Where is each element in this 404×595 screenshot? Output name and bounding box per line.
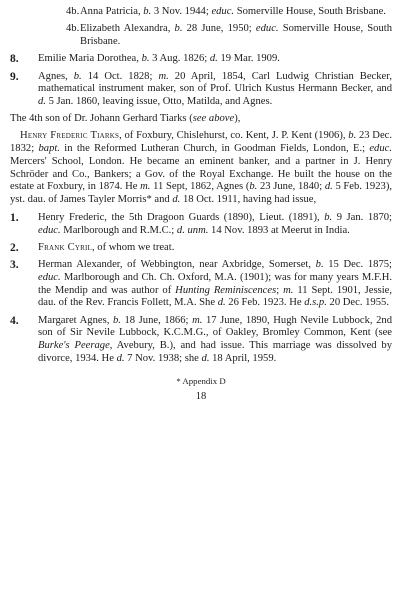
text-run: b. — [141, 53, 150, 65]
text-run: 20 Dec. 1955. — [326, 297, 389, 309]
entry-text — [38, 242, 392, 255]
text-run: m. — [140, 181, 151, 193]
sub-entry — [10, 6, 392, 19]
text-run: , of whom we treat. — [91, 241, 175, 253]
text-run: 17 June, 1890, Hugh Nevile Lubbock, 2nd son of Sir Nevile Lubbock, K.C.M.G., of Oakley, Bromley Common, Kent (see — [38, 314, 393, 339]
text-run: 23 June, 1840; — [257, 181, 325, 193]
text-run: b. — [348, 130, 357, 142]
entry-number: 3. — [10, 259, 19, 272]
text-run: Henry Frederic Tiarks — [20, 130, 120, 142]
text-run: educ. — [369, 143, 393, 155]
text-run: Henry Frederic, the 5th Dragoon Guards (1890), Lieut. (1891), — [38, 211, 325, 223]
entry-text — [80, 6, 392, 19]
text-run: 23 Dec. 1832; — [10, 130, 393, 155]
text-run: The 4th son of Dr. Johann Gerhard Tiarks ( — [10, 113, 193, 125]
text-run: b. — [73, 70, 82, 82]
entry-text — [38, 259, 392, 310]
text-run: d. — [324, 181, 333, 193]
text-run: Burke's Peerage — [38, 339, 110, 351]
numbered-entry — [10, 71, 392, 109]
children-list — [10, 212, 392, 366]
entry-number: 9. — [10, 70, 19, 83]
child-entry — [10, 242, 392, 255]
entry-number: 4. — [10, 314, 19, 327]
text-run: educ. — [211, 6, 235, 17]
text-run: 5 Jan. 1860, leaving issue, Otto, Matilda, and Agnes. — [45, 96, 273, 107]
text-run: b. — [315, 259, 324, 271]
text-run: 26 Feb. 1923. He — [225, 297, 305, 309]
text-run: 18 April, 1959. — [209, 352, 277, 364]
text-run: educ. — [255, 23, 279, 35]
text-run: , of Foxbury, Chislehurst, co. Kent, J. P. Kent (1906), — [119, 130, 349, 142]
numbered-entry — [10, 53, 392, 66]
text-run: b. — [174, 23, 183, 35]
text-run: 3 Nov. 1944; — [151, 6, 212, 17]
text-run: m. — [192, 314, 203, 326]
text-run: Hunting Reminiscences — [175, 284, 277, 296]
text-run: in the Reformed Lutheran Church, in Goodman Fields, London, E.; — [59, 143, 370, 155]
text-run: Anna Patricia, — [80, 6, 144, 17]
text-run: d.s.p. — [304, 297, 327, 309]
text-run: Herman Alexander, of Webbington, near Axbridge, Somerset, — [38, 259, 316, 271]
text-run: b. — [324, 211, 333, 223]
text-run: m. — [158, 70, 169, 82]
child-entry — [10, 259, 392, 310]
text-run: educ. — [38, 224, 61, 236]
entry-text — [38, 53, 392, 66]
intro-line — [10, 113, 392, 126]
text-run: 20 April, 1854, Carl Ludwig Christian Becker, mathematical instrument maker, son of Prof. Ulrich Kustus Hermann Becker, and — [38, 70, 393, 95]
text-run: 15 Dec. 1875; — [323, 259, 392, 271]
text-run: d. — [116, 352, 125, 364]
text-run: d. — [209, 53, 218, 65]
text-run: Somerville House, South Brisbane. — [234, 6, 386, 17]
text-run: ), — [234, 113, 241, 125]
entry-text — [38, 212, 392, 237]
main-paragraph — [10, 130, 392, 206]
text-run: , Avebury, B.), and had issue. This marriage was dissolved by divorce, 1934. He — [38, 339, 392, 364]
child-entry — [10, 212, 392, 237]
text-run: bapt. — [38, 143, 60, 155]
text-run: 5 Feb. 1923), yst. dau. of James Tayler Morris* and — [10, 181, 392, 205]
text-run: educ. — [38, 271, 61, 283]
entry-text — [38, 315, 392, 366]
text-run: d. — [217, 297, 226, 309]
entry-number: 1. — [10, 211, 19, 224]
text-run: 18 June, 1866; — [120, 314, 193, 326]
text-run: 9 Jan. 1870; — [332, 211, 392, 223]
entry-text — [80, 23, 392, 48]
text-run: Emilie Maria Dorothea, — [38, 53, 142, 65]
text-run: d. — [201, 352, 210, 364]
text-run: Margaret Agnes, — [38, 314, 113, 326]
text-run: Elizabeth Alexandra, — [80, 23, 175, 35]
entry-number: 4b. — [66, 6, 80, 17]
text-run: m. — [283, 284, 294, 296]
text-run: 14 Nov. 1893 at Meerut in India. — [208, 224, 350, 236]
text-run: 11 Sept, 1862, Agnes ( — [150, 181, 250, 193]
text-run: Marlborough and Ch. Ch. Oxford, M.A. (1901); was for many years M.F.H. the Mendip and was author of — [38, 271, 392, 296]
text-run: Frank Cyril — [38, 241, 92, 253]
sub-entries — [10, 6, 392, 49]
text-run: 11 Sept. 1901, Jessie, dau. of the Rev. Francis Follett, M.A. She — [38, 284, 393, 309]
text-run: Mercers' School, London. He became an eminent banker, and a partner in J. Henry Schröder and Co., Bankers; a Gov. of the Royal Exchange. He built the house on the estate at Foxbury, in 1874. He — [10, 155, 392, 193]
page-number: 18 — [195, 390, 207, 402]
text-run: b. — [112, 314, 121, 326]
text-run: 18 Oct. 1911, having had issue, — [180, 193, 317, 205]
entries-top — [10, 53, 392, 108]
text-run: 3 Aug. 1826; — [149, 53, 210, 65]
entry-text — [38, 71, 392, 109]
text-run: Agnes, — [38, 70, 74, 82]
text-run: Somerville House, South Brisbane. — [80, 23, 392, 47]
text-run: 19 Mar. 1909. — [217, 53, 280, 65]
text-run: Marlborough and R.M.C.; — [60, 224, 177, 236]
text-run: see above — [192, 113, 235, 125]
child-entry — [10, 315, 392, 366]
text-run: ; — [276, 284, 284, 296]
text-run: b. — [249, 181, 258, 193]
text-run: d. unm. — [176, 224, 209, 236]
text-run: d. — [38, 96, 46, 107]
text-run: 14 Oct. 1828; — [81, 70, 159, 82]
entry-number: 4b. — [66, 23, 80, 35]
text-run: d. — [172, 193, 181, 205]
text-run: 7 Nov. 1938; she — [124, 352, 202, 364]
text-run: b. — [143, 6, 152, 17]
footnote: * Appendix D — [176, 375, 226, 386]
sub-entry — [10, 23, 392, 48]
entry-number: 2. — [10, 241, 19, 254]
entry-number: 8. — [10, 53, 19, 66]
text-run: 28 June, 1950; — [182, 23, 256, 35]
